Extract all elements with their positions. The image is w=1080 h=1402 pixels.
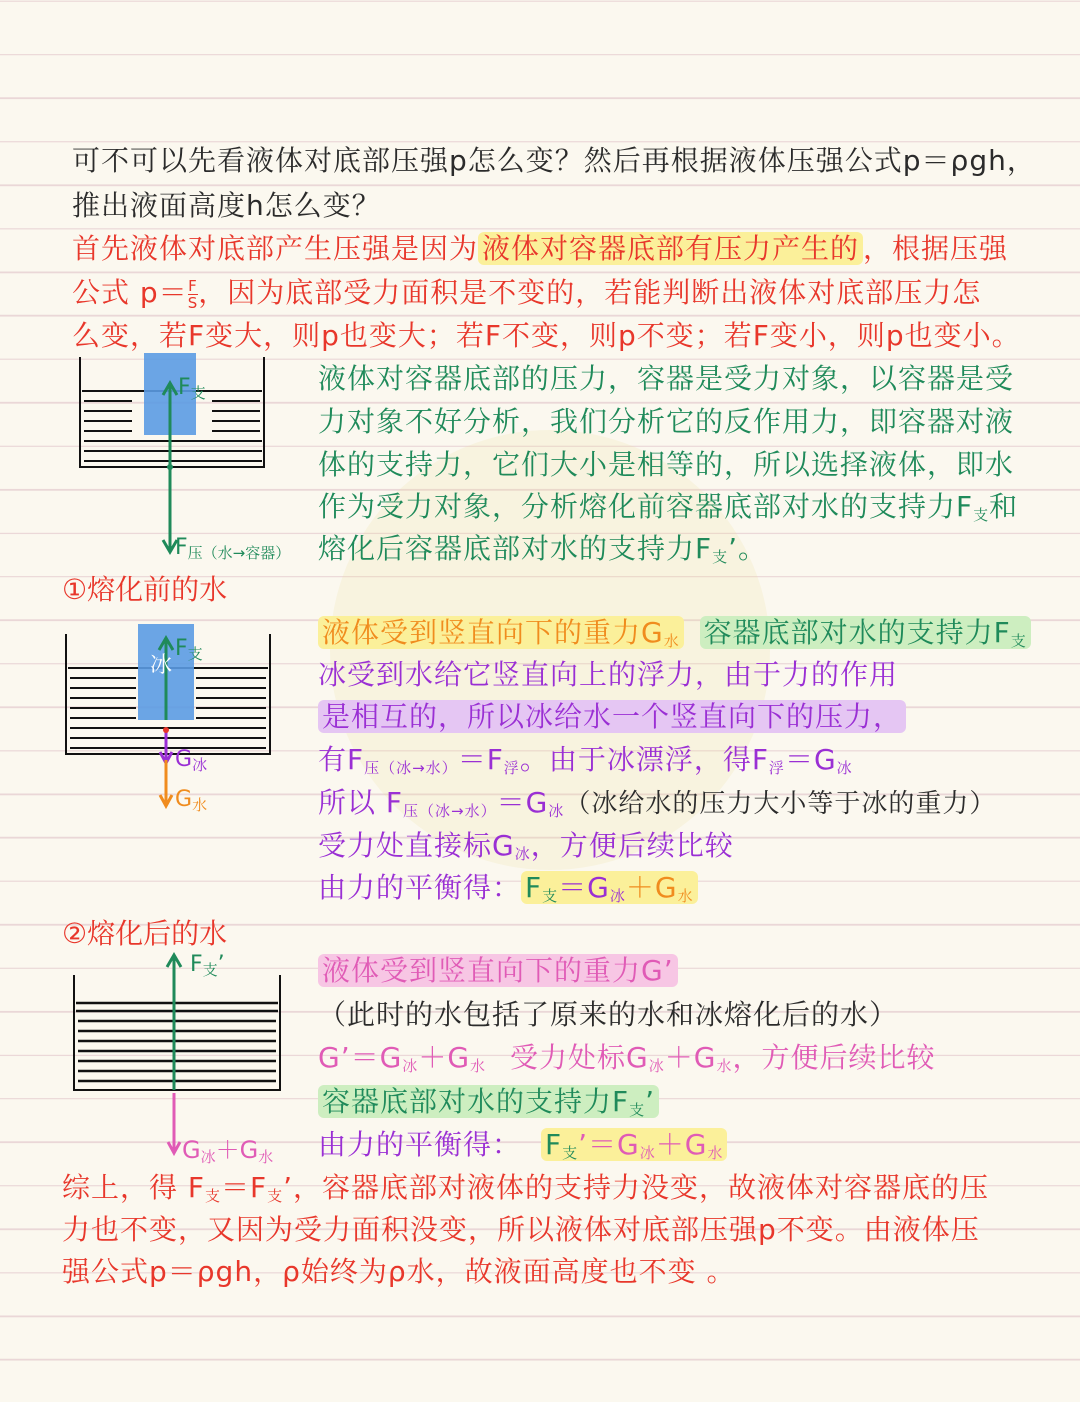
force-symbol: G: [175, 787, 193, 812]
explain-text: 和: [989, 490, 1019, 523]
subscript: 冰: [639, 1144, 656, 1162]
explain-line-3: 体的支持力，它们大小是相等的，所以选择液体，即水: [318, 448, 1015, 481]
text: 受力处直接标G: [318, 829, 515, 862]
text: 所以 F: [318, 786, 404, 819]
question-line-1: 可不可以先看液体对底部压强p怎么变？然后再根据液体压强公式p＝ρgh，: [72, 144, 1036, 177]
explain-line-2: 力对象不好分析，我们分析它的反作用力，即容器对液: [318, 405, 1015, 438]
force-subscript: 压（水→容器）: [187, 544, 291, 562]
conclusion-line-2: 力也不变，又因为受力面积没变，所以液体对底部压强p不变。由液体压: [62, 1213, 980, 1246]
support-force-label-2: [175, 636, 203, 664]
water-gravity-text: [318, 616, 684, 649]
text: ＋G: [625, 871, 678, 904]
subscript: 支: [712, 548, 729, 566]
subscript: 支: [267, 1187, 284, 1205]
text: 容器底部对水的支持力F: [322, 1085, 630, 1118]
equation-highlight: [541, 1128, 727, 1161]
intro-highlight: 液体对容器底部有压力产生的: [478, 232, 863, 265]
subscript: 支: [973, 506, 990, 524]
force-symbol: F: [178, 375, 191, 400]
subscript: 冰: [609, 887, 626, 905]
support-force-highlight: [318, 1085, 659, 1118]
subscript: 冰: [648, 1057, 665, 1075]
text: ’＝G: [578, 1128, 640, 1161]
support-force-label: [178, 375, 206, 403]
explain-line-5: [318, 528, 767, 578]
text: G’＝G: [318, 1041, 403, 1074]
text: ＝G: [558, 871, 610, 904]
force-subscript: 支: [190, 384, 206, 402]
explain-text: ’。: [728, 532, 768, 565]
section-2-title: ②熔化后的水: [62, 917, 228, 950]
section-1-line-2: 冰受到水给它竖直向上的浮力，由于力的作用: [318, 658, 899, 691]
fraction-denominator: S: [187, 293, 199, 312]
intro-line-1: [72, 228, 1008, 270]
text: ’: [645, 1085, 656, 1118]
support-force-text: [700, 616, 1031, 649]
text: 综上，得 F: [62, 1171, 206, 1204]
subscript: 压（冰→水）: [403, 802, 497, 820]
intro-line-3: 么变，若F变大，则p也变大；若F不变，则p不变；若F变小，则p也变小。: [72, 319, 1021, 352]
subscript: 水: [258, 1148, 274, 1166]
total-weight-label: [182, 1130, 273, 1167]
subscript: 冰: [200, 1148, 216, 1166]
subscript: 冰: [402, 1057, 419, 1075]
pressure-fraction: [188, 278, 199, 311]
text: F: [545, 1128, 563, 1161]
force-subscript: 支: [202, 961, 218, 979]
section-2-line-2: （此时的水包括了原来的水和冰熔化后的水）: [318, 998, 899, 1031]
text: ＝G: [496, 786, 549, 819]
section-1-title: ①熔化前的水: [62, 573, 228, 606]
text: 由力的平衡得：: [318, 1128, 522, 1161]
subscript: 支: [1010, 632, 1027, 650]
subscript: 压（冰→水）: [364, 759, 458, 777]
section-1-line-7: [318, 867, 698, 917]
subscript: 浮: [503, 759, 520, 777]
fraction-numerator: F: [188, 276, 198, 295]
subscript: 水: [663, 632, 680, 650]
highlight-text: 液体受到竖直向下的重力G’: [318, 954, 678, 987]
ice-label: 冰: [150, 653, 173, 678]
prime: ’: [217, 952, 225, 977]
subscript: 冰: [514, 845, 531, 863]
text: ，方便后续比较: [732, 1041, 936, 1074]
subscript: 支: [205, 1187, 222, 1205]
text: ＋G: [655, 1128, 708, 1161]
text: G: [182, 1136, 201, 1164]
text: 液体受到竖直向下的重力G: [322, 616, 664, 649]
subscript: 水: [677, 887, 694, 905]
question-line-2: 推出液面高度h怎么变？: [72, 189, 381, 222]
text: ＝F: [457, 743, 504, 776]
text: （冰给水的压力大小等于冰的重力）: [564, 789, 997, 819]
support-force-prime-label: [190, 952, 225, 980]
intro-text: ，因为底部受力面积是不变的，若能判断出液体对底部压力怎: [198, 276, 982, 309]
intro-text: ，根据压强: [863, 232, 1009, 265]
subscript: 水: [707, 1144, 724, 1162]
subscript: 冰: [836, 759, 853, 777]
intro-line-2: [72, 272, 981, 314]
text: 由力的平衡得：: [318, 871, 522, 904]
explain-line-1: 液体对容器底部的压力，容器是受力对象，以容器是受: [318, 362, 1015, 395]
explain-text: 作为受力对象，分析熔化前容器底部对水的支持力F: [318, 490, 974, 523]
text: ＝F: [221, 1171, 268, 1204]
subscript: 浮: [768, 759, 785, 777]
force-symbol: G: [175, 747, 193, 772]
explain-text: 熔化后容器底部对水的支持力F: [318, 532, 713, 565]
text: ＋G: [664, 1041, 717, 1074]
conclusion-line-3: 强公式p＝ρgh，ρ始终为ρ水，故液面高度也不变 。: [62, 1255, 736, 1288]
highlight-text: 是相互的，所以冰给水一个竖直向下的压力，: [318, 700, 906, 733]
equation-highlight: [521, 871, 698, 904]
subscript: 冰: [548, 802, 565, 820]
text: 。由于冰漂浮，得F: [519, 743, 769, 776]
text: 有F: [318, 743, 365, 776]
subscript: 水: [716, 1057, 733, 1075]
text: 受力处标G: [510, 1041, 649, 1074]
section-1-line-3: [318, 696, 906, 738]
subscript: 支: [629, 1101, 646, 1119]
pressure-force-label: [175, 535, 290, 563]
text: ＋G: [215, 1136, 259, 1164]
force-symbol: F: [190, 952, 203, 977]
section-2-line-1: [318, 950, 678, 992]
subscript: 支: [562, 1144, 579, 1162]
subscript: 水: [470, 1057, 487, 1075]
section-2-line-3: [318, 1037, 935, 1087]
force-subscript: 水: [192, 796, 208, 814]
subscript: 支: [542, 887, 559, 905]
ice-weight-label: [175, 747, 207, 775]
force-symbol: F: [175, 535, 188, 560]
text: ＋G: [418, 1041, 471, 1074]
intro-text: 公式 p＝: [72, 276, 188, 309]
water-weight-label: [175, 787, 207, 815]
intro-text: 首先液体对底部产生压强是因为: [72, 232, 479, 265]
text: 容器底部对水的支持力F: [703, 616, 1011, 649]
text: ，方便后续比较: [530, 829, 734, 862]
text: ＝G: [784, 743, 837, 776]
force-symbol: F: [175, 636, 188, 661]
text: ’，容器底部对液体的支持力没变，故液体对容器底的压: [283, 1171, 990, 1204]
force-subscript: 冰: [192, 756, 208, 774]
text: F: [525, 871, 543, 904]
force-subscript: 支: [187, 645, 203, 663]
